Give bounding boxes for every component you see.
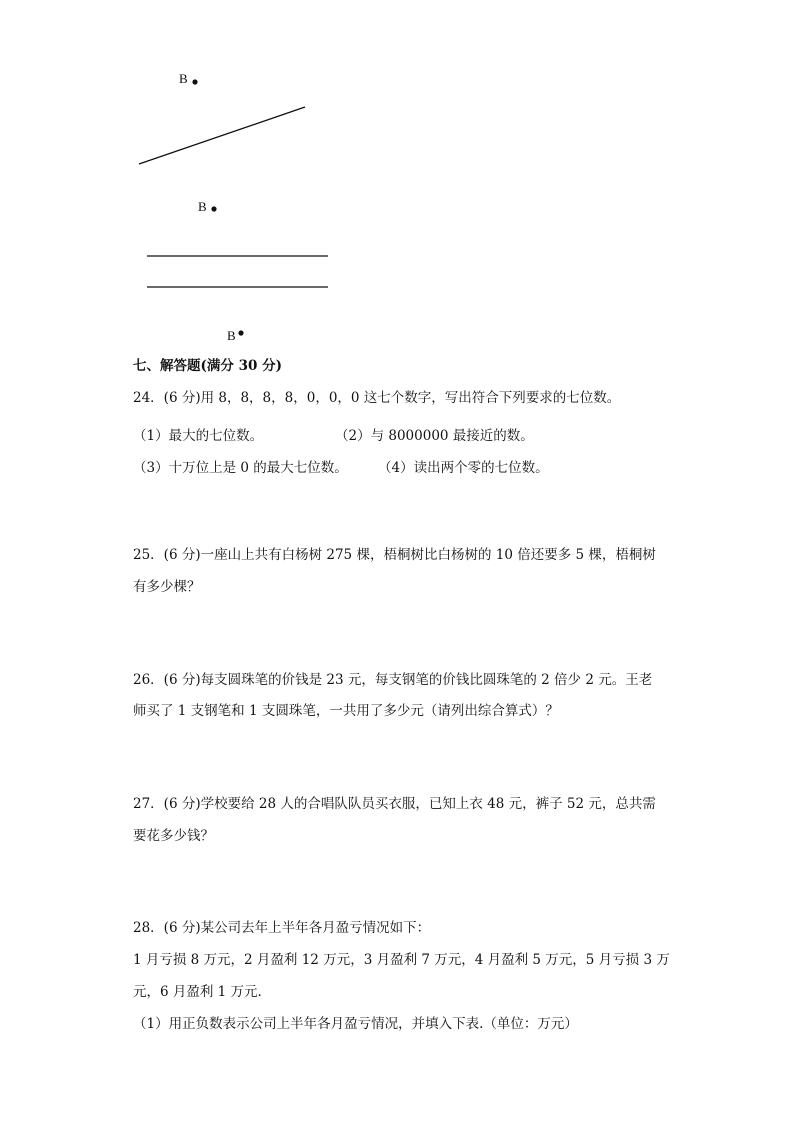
q28-sub1: （1）用正负数表示公司上半年各月盈亏情况，并填入下表.（单位：万元） [133, 1016, 578, 1032]
q27-line2: 要花多少钱？ [133, 828, 214, 844]
q24-sub4: （4）读出两个零的七位数。 [378, 460, 549, 476]
q28-line1: 1 月亏损 8 万元，2 月盈利 12 万元，3 月盈利 7 万元，4 月盈利 5 万元，5 月亏损 3 万 [133, 952, 670, 968]
q28-stem: 28．(6 分)某公司去年上半年各月盈亏情况如下： [133, 920, 431, 936]
section-heading: 七、解答题(满分 30 分) [133, 358, 282, 374]
q24-stem: 24．(6 分)用 8，8，8，8，0，0，0 这七个数字，写出符合下列要求的七位数。 [133, 390, 621, 406]
point-b-label-2: B [198, 199, 207, 214]
q26-line2: 师买了 1 支钢笔和 1 支圆珠笔，一共用了多少元（请列出综合算式）？ [133, 703, 559, 719]
q28-line2: 元，6 月盈利 1 万元. [133, 984, 262, 1000]
q25-line1: 25．(6 分)一座山上共有白杨树 275 棵，梧桐树比白杨树的 10 倍还要多 5 棵，梧桐树 [133, 547, 656, 563]
point-b-label-3: B [227, 328, 236, 343]
q26-line1: 26．(6 分)每支圆珠笔的价钱是 23 元，每支钢笔的价钱比圆珠笔的 2 倍少 2 元。王老 [133, 672, 653, 688]
slanted-line [139, 107, 305, 164]
point-b-1 [192, 79, 197, 84]
point-b-2 [211, 206, 216, 211]
q24-sub1: （1）最大的七位数。 [133, 428, 264, 444]
point-b-label-1: B [179, 71, 188, 86]
q24-sub3: （3）十万位上是 0 的最大七位数。 [133, 460, 348, 476]
q25-line2: 有多少棵？ [133, 579, 201, 595]
q24-sub2: （2）与 8000000 最接近的数。 [335, 428, 534, 444]
geometry-figures [0, 0, 794, 360]
q27-line1: 27．(6 分)学校要给 28 人的合唱队队员买衣服，已知上衣 48 元，裤子 52 元，总共需 [133, 796, 656, 812]
point-b-3 [238, 330, 243, 335]
